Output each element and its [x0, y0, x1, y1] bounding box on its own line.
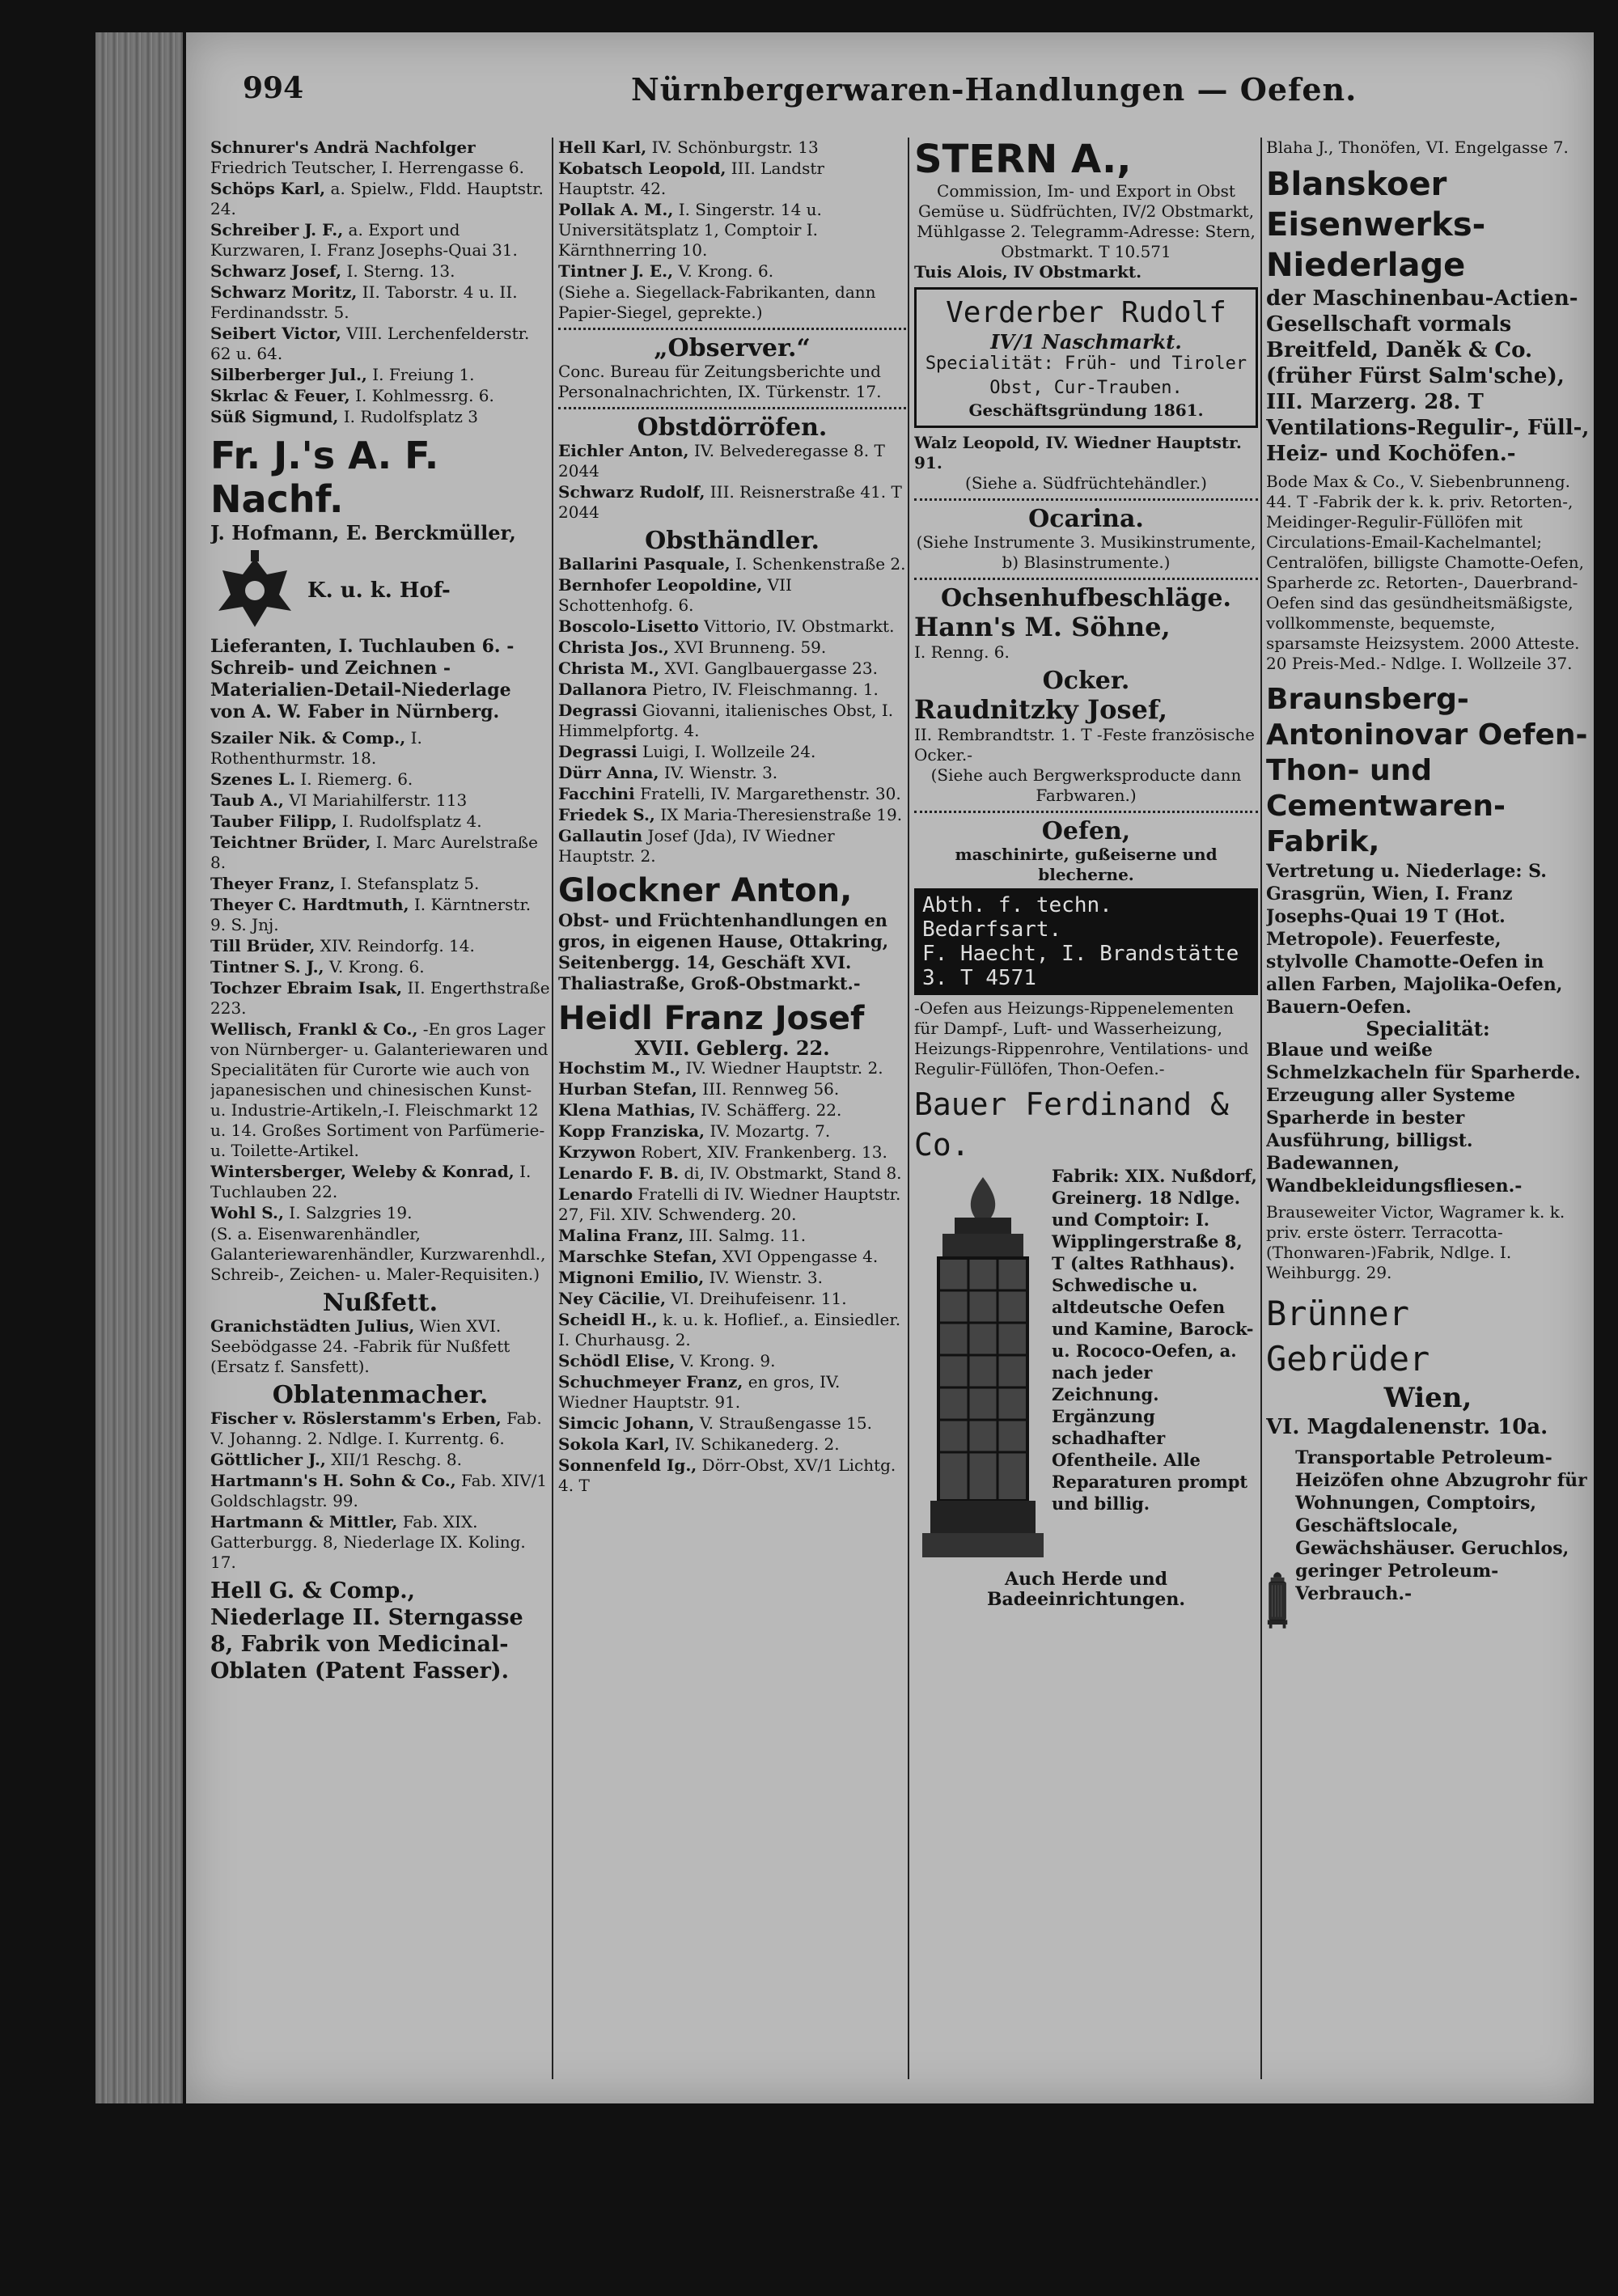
- list-item: Schödl Elise, V. Krong. 9.: [558, 1351, 776, 1370]
- list-item: Malina Franz, III. Salmg. 11.: [558, 1226, 807, 1245]
- bruenner-advertisement: [1266, 1447, 1590, 1754]
- blansko-title: Blanskoer Eisenwerks-Niederlage: [1266, 166, 1486, 284]
- list-item: Szenes L. I. Riemerg. 6.: [210, 769, 413, 789]
- haecht-advertisement: [914, 888, 1258, 995]
- list-item: Silberberger Jul., I. Freiung 1.: [210, 365, 475, 384]
- list-item: Marschke Stefan, XVI Oppengasse 4.: [558, 1247, 879, 1266]
- stern-text: Commission, Im- und Export in Obst Gemüse u. Südfrüchten, IV/2 Obstmarkt, Mühlgasse 2. Telegramm-Adresse: Stern, Obstmarkt. T 10.571: [917, 181, 1256, 261]
- bruenner-city: Wien,: [1383, 1382, 1472, 1414]
- column-3: [914, 138, 1258, 2087]
- book-page-edges: [95, 32, 183, 2103]
- column-2: [558, 138, 906, 2087]
- list-item: Lenardo F. B. di, IV. Obstmarkt, Stand 8.: [558, 1163, 902, 1183]
- ocarina-note: (Siehe Instrumente 3. Musikinstrumente, b) Blasinstrumente.): [916, 532, 1256, 572]
- list-item: Dallanora Pietro, IV. Fleischmanng. 1.: [558, 680, 879, 699]
- section-heading: Ocarina.: [1028, 505, 1144, 533]
- bauer-advertisement: [914, 1165, 1258, 1514]
- page-header: [243, 71, 1537, 128]
- walz-note: (Siehe a. Südfrüchtehändler.): [965, 473, 1207, 493]
- list-item: Hochstim M., IV. Wiedner Hauptstr. 2.: [558, 1058, 883, 1078]
- column-rule: [908, 138, 909, 2079]
- list-item: Schuchmeyer Franz, en gros, IV. Wiedner Hauptstr. 91.: [558, 1372, 841, 1412]
- verderber-address: IV/1 Naschmarkt.: [990, 330, 1182, 354]
- list-item: Ney Cäcilie, VI. Dreihufeisenr. 11.: [558, 1289, 847, 1308]
- list-item: Eichler Anton, IV. Belvederegasse 8. T 2044: [558, 441, 885, 481]
- faber-owners: J. Hofmann, E. Berckmüller,: [210, 521, 516, 544]
- directory-page: [186, 32, 1594, 2103]
- list-item: Hartmann's H. Sohn & Co., Fab. XIV/1 Goldschlagstr. 99.: [210, 1471, 548, 1510]
- list-item: Skrlac & Feuer, I. Kohlmessrg. 6.: [210, 386, 494, 405]
- page-number: 994: [243, 71, 304, 105]
- heidl-address: XVII. Geblerg. 22.: [634, 1036, 830, 1060]
- list-item: Schwarz Josef, I. Sterng. 13.: [210, 261, 455, 281]
- list-item: Taub A., VI Mariahilferstr. 113: [210, 790, 468, 810]
- section-heading: Ocker.: [1042, 667, 1130, 695]
- list-item: Simcic Johann, V. Straußengasse 15.: [558, 1413, 872, 1433]
- braunsberg-title: Braunsberg-Antoninovar Oefen-Thon- und Cementwaren-Fabrik,: [1266, 683, 1588, 858]
- list-item: (S. a. Eisenwarenhändler, Galanteriewarenhändler, Kurzwarenhdl., Schreib-, Zeichen- u. Maler-Requisiten.): [210, 1224, 546, 1284]
- dotted-divider: [914, 498, 1258, 501]
- bode-entry: Bode Max & Co., V. Siebenbrunneng. 44. T -Fabrik der k. k. priv. Retorten-, Meidinger-Regulir-Füllöfen mit Circulations-Email-Kachelmantel; Centralöfen, billigste Chamotte-Oefen, Sparherde zc. Retorten-, Dauerbrand-Oefen sind das gesündheitsmäßigste, vollkommenste, bequemste, sparsamste Heizsystem. 2000 Atteste. 20 Preis-Med.- Ndlge. I. Wollzeile 37.: [1266, 472, 1584, 673]
- column-4: [1266, 138, 1590, 2087]
- tuis-entry: Tuis Alois, IV Obstmarkt.: [914, 262, 1142, 282]
- dotted-divider: [558, 407, 906, 409]
- list-item: Klena Mathias, IV. Schäfferg. 22.: [558, 1100, 842, 1120]
- petroleum-heater-illustration-icon: [1266, 1447, 1289, 1754]
- entry-list: [210, 138, 550, 427]
- list-item: Schnurer's Andrä Nachfolger Friedrich Teutscher, I. Herrengasse 6.: [210, 138, 524, 177]
- list-item: Facchini Fratelli, IV. Margarethenstr. 30.: [558, 784, 901, 803]
- list-item: Gallautin Josef (Jda), IV Wiedner Hauptstr. 2.: [558, 826, 835, 866]
- haecht-text: -Oefen aus Heizungs-Rippenelementen für Dampf-, Luft- und Wasserheizung, Heizungs-Rippenrohre, Ventilations- und Regulir-Füllöfen, Thon-Oefen.-: [914, 998, 1249, 1078]
- list-item: Pollak A. M., I. Singerstr. 14 u. Universitätsplatz 1, Comptoir I. Kärnthnerring 10.: [558, 200, 822, 260]
- list-item: Tintner S. J., V. Krong. 6.: [210, 957, 425, 976]
- list-item: Bernhofer Leopoldine, VII Schottenhofg. 6.: [558, 575, 792, 615]
- bauer-name: Bauer Ferdinand & Co.: [914, 1087, 1229, 1163]
- list-item: Theyer C. Hardtmuth, I. Kärntnerstr. 9. S. Jnj.: [210, 895, 532, 934]
- heidl-name: Heidl Franz Josef: [558, 1000, 865, 1037]
- list-item: Fischer v. Röslerstamm's Erben, Fab. V. Johanng. 2. Ndlge. I. Kurrentg. 6.: [210, 1409, 542, 1448]
- section-heading: Obsthändler.: [645, 527, 820, 555]
- list-item: Hartmann & Mittler, Fab. XIX. Gatterburgg. 8, Niederlage IX. Koling. 17.: [210, 1512, 526, 1572]
- glockner-name: Glockner Anton,: [558, 872, 853, 909]
- blaha-entry: Blaha J., Thonöfen, VI. Engelgasse 7.: [1266, 138, 1569, 157]
- verderber-advertisement: [914, 287, 1258, 428]
- list-item: Dürr Anna, IV. Wienstr. 3.: [558, 763, 778, 782]
- haecht-line-1: Abth. f. techn. Bedarfsart.: [922, 893, 1112, 942]
- verderber-speciality: Specialität: Früh- und Tiroler Obst, Cur-Trauben.: [925, 354, 1247, 398]
- faber-advertisement: [210, 434, 550, 723]
- list-item: Teichtner Brüder, I. Marc Aurelstraße 8.: [210, 832, 538, 872]
- list-item: Granichstädten Julius, Wien XVI. Seebödgasse 24. -Fabrik für Nußfett (Ersatz f. Sansfett).: [210, 1316, 510, 1376]
- verderber-founding: Geschäftsgründung 1861.: [968, 400, 1204, 420]
- list-item: Szailer Nik. & Comp., I. Rothenthurmstr. 18.: [210, 728, 422, 768]
- column-1: [210, 138, 550, 2087]
- verderber-name: Verderber Rudolf: [946, 296, 1226, 329]
- list-item: Schwarz Moritz, II. Taborstr. 4 u. II. Ferdinandsstr. 5.: [210, 282, 518, 322]
- raudnitzky-text: II. Rembrandtstr. 1. T -Feste französische Ocker.-: [914, 725, 1255, 765]
- list-item: (Siehe a. Siegellack-Fabrikanten, dann Papier-Siegel, geprekte.): [558, 282, 876, 322]
- observer-heading: „Observer.“: [654, 334, 811, 362]
- hann-name: Hann's M. Söhne,: [914, 612, 1171, 642]
- list-item: Lenardo Fratelli di IV. Wiedner Hauptstr. 27, Fil. XIV. Schwenderg. 20.: [558, 1184, 901, 1224]
- section-heading: Oblatenmacher.: [272, 1381, 489, 1409]
- faber-headline: Fr. J.'s A. F. Nachf.: [210, 434, 439, 521]
- braunsberg-text: Vertretung u. Niederlage: S. Grasgrün, Wien, I. Franz Josephs-Quai 19 T (Hot. Metropole). Feuerfeste, stylvolle Chamotte-Oefen in allen Farben, Majolika-Oefen, Bauern-Oefen.: [1266, 861, 1563, 1018]
- brauseweiter-entry: Brauseweiter Victor, Wagramer k. k. priv. erste österr. Terracotta-(Thonwaren-)Fabrik, Ndlge. I. Weihburgg. 29.: [1266, 1202, 1565, 1282]
- dotted-divider: [914, 578, 1258, 580]
- list-item: Wohl S., I. Salzgries 19.: [210, 1203, 413, 1222]
- list-item: Christa M., XVI. Ganglbauergasse 23.: [558, 659, 878, 678]
- entry-list: [210, 728, 550, 1285]
- list-item: Scheidl H., k. u. k. Hoflief., a. Einsiedler. I. Churhausg. 2.: [558, 1310, 901, 1349]
- hell-oblaten-advertisement: Hell G. & Comp., Niederlage II. Sterngasse 8, Fabrik von Medicinal-Oblaten (Patent Fasser).: [210, 1578, 523, 1684]
- list-item: Sokola Karl, IV. Schikanederg. 2.: [558, 1434, 840, 1454]
- list-item: Kopp Franziska, IV. Mozartg. 7.: [558, 1121, 831, 1141]
- section-heading: Oefen,: [1041, 817, 1131, 845]
- list-item: Seibert Victor, VIII. Lerchenfelderstr. 62 u. 64.: [210, 324, 530, 363]
- haecht-line-2: F. Haecht, I. Brandstätte 3. T 4571: [922, 942, 1239, 990]
- section-heading: Obstdörröfen.: [637, 413, 828, 442]
- list-item: Hell Karl, IV. Schönburgstr. 13: [558, 138, 819, 157]
- speciality-text: Blaue und weiße Schmelzkacheln für Sparherde. Erzeugung aller Systeme Sparherde in bester Ausführung, billigst. Badewannen, Wandbekleidungsfliesen.-: [1266, 1040, 1581, 1197]
- glockner-text: Obst- und Früchtenhandlungen en gros, in eigenen Hause, Ottakring, Seitenbergg. 14, Geschäft XVI. Thaliastraße, Groß-Obstmarkt.-: [558, 910, 889, 993]
- dotted-divider: [558, 328, 906, 330]
- list-item: Schreiber J. F., a. Export und Kurzwaren, I. Franz Josephs-Quai 31.: [210, 220, 518, 260]
- blansko-text: der Maschinenbau-Actien-Gesellschaft vormals Breitfeld, Daněk & Co. (früher Fürst Salm'sche), III. Marzerg. 28. T Ventilations-Regulir-, Füll-, Heiz- und Kochöfen.-: [1266, 286, 1590, 466]
- list-item: Christa Jos., XVI Brunneng. 59.: [558, 638, 827, 657]
- bauer-footer: Auch Herde und Badeeinrichtungen.: [986, 1569, 1186, 1610]
- tiled-stove-illustration-icon: [922, 1173, 1044, 1561]
- list-item: Tochzer Ebraim Isak, II. Engerthstraße 223.: [210, 978, 550, 1018]
- column-rule: [1260, 138, 1262, 2079]
- list-item: Wintersberger, Weleby & Konrad, I. Tuchlauben 22.: [210, 1162, 532, 1201]
- list-item: Schöps Karl, a. Spielw., Fldd. Hauptstr. 24.: [210, 179, 544, 218]
- bruenner-address: VI. Magdalenenstr. 10a.: [1266, 1415, 1548, 1439]
- hann-address: I. Renng. 6.: [914, 642, 1010, 662]
- list-item: Theyer Franz, I. Stefansplatz 5.: [210, 874, 480, 893]
- running-title: Nürnbergerwaren-Handlungen — Oefen.: [631, 71, 1358, 108]
- section-heading: Ochsenhufbeschläge.: [941, 584, 1231, 612]
- stern-name: STERN A.,: [914, 138, 1132, 182]
- list-item: Mignoni Emilio, IV. Wienstr. 3.: [558, 1268, 823, 1287]
- raudnitzky-name: Raudnitzky Josef,: [914, 694, 1168, 725]
- faber-court-supplier: K. u. k. Hof-: [307, 578, 451, 603]
- oefen-subheading: maschinirte, gußeiserne und blecherne.: [955, 845, 1218, 884]
- list-item: Kobatsch Leopold, III. Landstr Hauptstr. 42.: [558, 159, 824, 198]
- list-item: Wellisch, Frankl & Co., -En gros Lager von Nürnberger- u. Galanteriewaren und Specialitäten für Curorte wie auch von japanesischen und chinesischen Kunst- u. Industrie-Artikeln,-I. Fleischmarkt 12 u. 14. Großes Sortiment von Parfümerie- u. Toilette-Artikel.: [210, 1019, 549, 1160]
- list-item: Krzywon Robert, XIV. Frankenberg. 13.: [558, 1142, 887, 1162]
- list-item: Tauber Filipp, I. Rudolfsplatz 4.: [210, 811, 482, 831]
- double-eagle-crest-icon: [210, 550, 299, 631]
- bruenner-title: Brünner Gebrüder: [1266, 1294, 1430, 1379]
- list-item: Süß Sigmund, I. Rudolfsplatz 3: [210, 407, 478, 426]
- ocker-note: (Siehe auch Bergwerksproducte dann Farbwaren.): [930, 765, 1242, 805]
- list-item: Tintner J. E., V. Krong. 6.: [558, 261, 774, 281]
- section-heading: Nußfett.: [322, 1289, 438, 1317]
- list-item: Schwarz Rudolf, III. Reisnerstraße 41. T 2044: [558, 482, 902, 522]
- faber-text: Lieferanten, I. Tuchlauben 6. -Schreib- und Zeichnen - Materialien-Detail-Niederlage von A. W. Faber in Nürnberg.: [210, 636, 515, 722]
- list-item: Till Brüder, XIV. Reindorfg. 14.: [210, 936, 475, 955]
- list-item: Sonnenfeld Ig., Dörr-Obst, XV/1 Lichtg. 4. T: [558, 1455, 896, 1495]
- dotted-divider: [914, 811, 1258, 813]
- list-item: Hurban Stefan, III. Rennweg 56.: [558, 1079, 840, 1099]
- speciality-label: Specialität:: [1366, 1017, 1490, 1040]
- column-rule: [552, 138, 553, 2079]
- list-item: Boscolo-Lisetto Vittorio, IV. Obstmarkt.: [558, 616, 895, 636]
- list-item: Degrassi Giovanni, italienisches Obst, I. Himmelpfortg. 4.: [558, 701, 894, 740]
- bruenner-text: Transportable Petroleum-Heizöfen ohne Abzugrohr für Wohnungen, Comptoirs, Geschäftslocale, Gewächshäuser. Geruchlos, geringer Petroleum-Verbrauch.-: [1295, 1447, 1587, 1604]
- list-item: Degrassi Luigi, I. Wollzeile 24.: [558, 742, 816, 761]
- bauer-text: Fabrik: XIX. Nußdorf, Greinerg. 18 Ndlge. und Comptoir: I. Wipplingerstraße 8, T (altes Rathhaus). Schwedische u. altdeutsche Oefen und Kamine, Barock- u. Rococo-Oefen, a. nach jeder Zeichnung. Ergänzung schadhafter Ofentheile. Alle Reparaturen prompt und billig.: [1052, 1166, 1257, 1514]
- list-item: Göttlicher J., XII/1 Reschg. 8.: [210, 1450, 462, 1469]
- observer-text: Conc. Bureau für Zeitungsberichte und Personalnachrichten, IX. Türkenstr. 17.: [558, 362, 882, 401]
- list-item: Ballarini Pasquale, I. Schenkenstraße 2.: [558, 554, 906, 574]
- list-item: Friedek S., IX Maria-Theresienstraße 19.: [558, 805, 903, 824]
- walz-entry: Walz Leopold, IV. Wiedner Hauptstr. 91.: [914, 433, 1242, 472]
